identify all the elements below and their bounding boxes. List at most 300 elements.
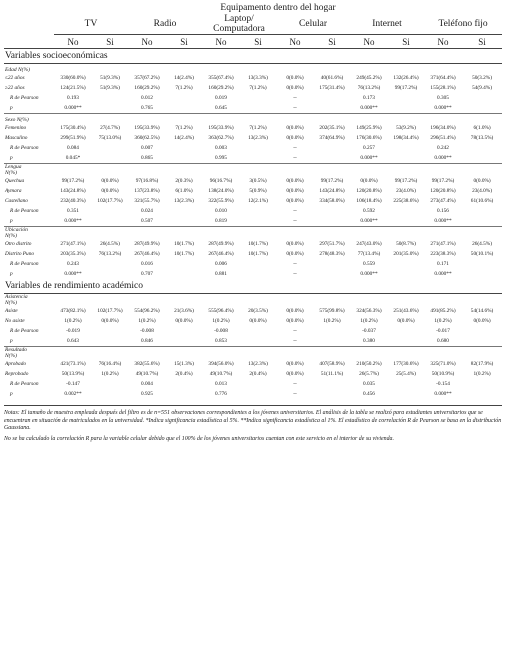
table-cell xyxy=(92,269,128,279)
subheader-no: No xyxy=(128,35,166,49)
table-cell xyxy=(314,259,350,269)
table-cell: 0(0.0%) xyxy=(286,241,304,247)
table-cell: 21(3.6%) xyxy=(174,308,194,314)
table-cell: 15(1.3%) xyxy=(174,361,194,367)
row-label: Femenino xyxy=(5,125,27,131)
table-cell: 287(49.9%) xyxy=(134,241,160,247)
table-cell xyxy=(240,379,276,389)
table-cell: 3(0.5%) xyxy=(249,178,267,184)
table-cell: 0(0.0%) xyxy=(286,135,304,141)
table-cell: 0.351 xyxy=(67,208,79,214)
statistic-row xyxy=(4,336,502,347)
table-cell: 0(0.0%) xyxy=(175,318,193,324)
table-cell: -- xyxy=(293,391,297,397)
table-cell: 0(0.0%) xyxy=(101,318,119,324)
table-cell: 25(5.4%) xyxy=(396,371,416,377)
table-cell: 232(40.3%) xyxy=(60,198,86,204)
table-cell: 50(13.9%) xyxy=(61,371,85,377)
table-cell: 0(0.0%) xyxy=(286,188,304,194)
table-cell: 155(28.1%) xyxy=(430,85,456,91)
table-cell: -- xyxy=(293,105,297,111)
table-cell: 0.643 xyxy=(67,338,79,344)
subheader-no: No xyxy=(54,35,92,49)
row-label: R de Pearson xyxy=(10,261,39,267)
table-cell xyxy=(314,93,350,103)
equipment-table xyxy=(4,2,502,399)
table-cell xyxy=(462,206,502,216)
table-notes xyxy=(4,405,502,443)
table-cell xyxy=(462,269,502,279)
table-cell xyxy=(240,103,276,114)
table-cell: 7(1.2%) xyxy=(249,85,267,91)
table-cell xyxy=(388,103,424,114)
category-tv: TV xyxy=(54,14,128,35)
table-cell: 0(0.0%) xyxy=(360,178,378,184)
row-label: R de Pearson xyxy=(10,328,39,334)
table-cell: 382(55.6%) xyxy=(134,361,160,367)
table-cell: 1(0.2%) xyxy=(473,371,491,377)
table-cell xyxy=(240,259,276,269)
table-cell: 99(17.2%) xyxy=(61,178,85,184)
table-cell xyxy=(92,259,128,269)
table-cell: 50(10.9%) xyxy=(431,371,455,377)
table-cell xyxy=(92,206,128,216)
table-cell: 99(17.2%) xyxy=(320,178,344,184)
table-cell: 99(17.2%) xyxy=(394,85,418,91)
table-cell: 0.035 xyxy=(363,381,375,387)
table-cell: 210(50.2%) xyxy=(356,361,382,367)
table-cell xyxy=(462,389,502,399)
row-label: Masculino xyxy=(5,135,28,141)
table-cell: -- xyxy=(293,381,297,387)
table-cell xyxy=(314,326,350,336)
table-cell: 0.819 xyxy=(215,218,227,224)
table-cell: 0(0.0%) xyxy=(286,198,304,204)
table-cell: 26(4.5%) xyxy=(100,241,120,247)
table-cell: 0.000** xyxy=(434,155,452,161)
table-cell: 0(0.0%) xyxy=(473,318,491,324)
table-cell xyxy=(166,326,202,336)
table-cell: 143(24.8%) xyxy=(60,188,86,194)
table-cell: 0.507 xyxy=(141,218,153,224)
table-cell: 20(3.5%) xyxy=(248,308,268,314)
table-row xyxy=(4,83,502,93)
table-cell: 6(1.0%) xyxy=(473,125,491,131)
subheader-si: Si xyxy=(314,35,350,49)
table-cell: 0.000** xyxy=(434,105,452,111)
table-cell: -0.154 xyxy=(436,381,450,387)
table-cell: -0.019 xyxy=(66,328,80,334)
table-cell: -- xyxy=(293,208,297,214)
table-cell xyxy=(92,143,128,153)
table-cell: 334(58.0%) xyxy=(319,198,345,204)
table-cell: 0.925 xyxy=(141,391,153,397)
table-row xyxy=(4,316,502,326)
table-cell xyxy=(314,143,350,153)
table-cell: -0.017 xyxy=(436,328,450,334)
table-cell: 0.000** xyxy=(434,271,452,277)
table-cell xyxy=(240,206,276,216)
table-cell: 0.456 xyxy=(363,391,375,397)
table-cell xyxy=(92,153,128,164)
row-label: R de Pearson xyxy=(10,381,39,387)
table-cell: 0.171 xyxy=(437,261,449,267)
table-cell: 50(3.2%) xyxy=(472,75,492,81)
table-cell: 120(20.8%) xyxy=(430,188,456,194)
table-cell: 7(1.2%) xyxy=(249,125,267,131)
subheader-no: No xyxy=(424,35,462,49)
variable-group-title xyxy=(4,164,502,177)
table-cell xyxy=(462,153,502,164)
table-cell: 0.000** xyxy=(434,218,452,224)
table-cell: 271(47.1%) xyxy=(430,241,456,247)
row-label: p xyxy=(10,155,13,161)
table-cell xyxy=(314,216,350,227)
row-label: Castellano xyxy=(5,198,28,204)
table-cell: 99(17.2%) xyxy=(431,178,455,184)
table-cell: 325(71.0%) xyxy=(430,361,456,367)
variable-group-title-line: Resultado xyxy=(5,347,27,353)
table-cell xyxy=(388,389,424,399)
table-cell: 0.003 xyxy=(215,145,227,151)
table-cell: 198(34.4%) xyxy=(393,135,419,141)
variable-group-title-line: Asistencia xyxy=(5,294,28,300)
table-cell: 0(0.0%) xyxy=(101,188,119,194)
table-cell: -0.037 xyxy=(362,328,376,334)
row-label: Quechua xyxy=(5,178,25,184)
table-cell: 54(9.4%) xyxy=(472,85,492,91)
table-cell xyxy=(240,269,276,279)
statistic-row xyxy=(4,326,502,336)
table-cell: 0.173 xyxy=(363,95,375,101)
table-cell: 177(30.6%) xyxy=(393,361,419,367)
table-cell: 0.004 xyxy=(141,381,153,387)
table-cell: 6(1.0%) xyxy=(175,188,193,194)
variable-group-title-row xyxy=(4,347,502,360)
variable-group-title xyxy=(4,227,502,240)
row-label: p xyxy=(10,271,13,277)
table-cell: 102(17.7%) xyxy=(97,308,123,314)
table-cell: 40(61.6%) xyxy=(320,75,344,81)
variable-group-title xyxy=(4,294,502,307)
table-cell: 2(0.3%) xyxy=(175,178,193,184)
section-title: Variables de rendimiento académico xyxy=(4,279,502,294)
table-cell: 13(2.3%) xyxy=(248,361,268,367)
table-cell xyxy=(388,259,424,269)
table-cell xyxy=(462,103,502,114)
row-label: p xyxy=(10,391,13,397)
table-cell: 355(67.4%) xyxy=(208,75,234,81)
table-cell: 201(35.0%) xyxy=(393,251,419,257)
category-laptop: Laptop/ Computadora xyxy=(202,14,276,35)
statistic-row xyxy=(4,153,502,164)
variable-group-title-line: N(%) xyxy=(5,233,17,239)
table-cell: 322(55.9%) xyxy=(208,198,234,204)
table-cell: 0.007 xyxy=(141,145,153,151)
table-cell xyxy=(240,143,276,153)
table-cell: 137(23.8%) xyxy=(134,188,160,194)
section-header xyxy=(4,279,502,294)
row-label: Distrito Puno xyxy=(5,251,34,257)
variable-group-title-line: N(%) xyxy=(5,300,17,306)
table-cell xyxy=(240,389,276,399)
table-cell: 7(1.2%) xyxy=(175,125,193,131)
table-cell: 175(31.4%) xyxy=(319,85,345,91)
table-cell: 0.045* xyxy=(65,155,81,161)
table-cell xyxy=(314,206,350,216)
header-spacer xyxy=(4,2,54,14)
table-cell: 132(26.4%) xyxy=(393,75,419,81)
table-cell: 0.000** xyxy=(360,105,378,111)
table-cell: 223(38.3%) xyxy=(430,251,456,257)
table-cell: 50(10.1%) xyxy=(470,251,494,257)
table-cell: 267(46.4%) xyxy=(134,251,160,257)
variable-group-title-row xyxy=(4,294,502,307)
table-cell: 202(35.1%) xyxy=(319,125,345,131)
table-row xyxy=(4,239,502,249)
document-page xyxy=(4,0,502,443)
statistic-row xyxy=(4,379,502,389)
table-cell: 0.559 xyxy=(363,261,375,267)
table-cell: 23(4.0%) xyxy=(396,188,416,194)
row-label: Asiste xyxy=(5,308,18,314)
table-cell: 76(13.2%) xyxy=(98,251,122,257)
statistic-row xyxy=(4,103,502,114)
table-cell: 330(60.0%) xyxy=(60,75,86,81)
row-label: Otro distrito xyxy=(5,241,32,247)
table-cell xyxy=(388,143,424,153)
table-cell: 0.776 xyxy=(215,391,227,397)
table-cell xyxy=(166,206,202,216)
table-cell: 0.707 xyxy=(141,271,153,277)
table-cell: 0.242 xyxy=(437,145,449,151)
table-cell: 0.865 xyxy=(141,155,153,161)
table-row xyxy=(4,133,502,143)
variable-group-title xyxy=(4,64,502,74)
table-cell xyxy=(166,153,202,164)
table-cell: 143(24.8%) xyxy=(319,188,345,194)
subheader-no: No xyxy=(202,35,240,49)
table-cell: 175(30.4%) xyxy=(60,125,86,131)
table-cell xyxy=(240,326,276,336)
table-cell: 0(0.0%) xyxy=(286,251,304,257)
variable-group-title-row xyxy=(4,164,502,177)
table-cell: 51(9.3%) xyxy=(100,75,120,81)
table-cell: 0.019 xyxy=(215,95,227,101)
table-cell: -0.008 xyxy=(140,328,154,334)
variable-group-title-row xyxy=(4,64,502,74)
table-cell: 77(13.4%) xyxy=(357,251,381,257)
table-cell xyxy=(462,93,502,103)
table-cell: 0.995 xyxy=(215,155,227,161)
table-cell: 0(0.0%) xyxy=(473,178,491,184)
table-cell: 50(8.7%) xyxy=(396,241,416,247)
subheader-si: Si xyxy=(240,35,276,49)
table-cell: 97(16.8%) xyxy=(135,178,159,184)
statistic-row xyxy=(4,93,502,103)
group-title: Equipamento dentro del hogar xyxy=(220,3,336,13)
notes-paragraph: No se ha calculado la correlación R para la variable celular debido que el 100% de los jóvenes universitarios cuentan con este servicio en el interior de su vivienda. xyxy=(4,435,394,442)
variable-group-title-line: Sexo N(%) xyxy=(5,117,29,123)
table-cell xyxy=(92,93,128,103)
variable-group-title-row xyxy=(4,114,502,124)
table-cell xyxy=(388,153,424,164)
subheader-no: No xyxy=(276,35,314,49)
table-cell: 76(13.2%) xyxy=(357,85,381,91)
table-cell: 203(35.3%) xyxy=(60,251,86,257)
table-cell: 120(20.8%) xyxy=(356,188,382,194)
statistic-row xyxy=(4,143,502,153)
table-cell xyxy=(462,216,502,227)
table-cell: 0.084 xyxy=(67,145,79,151)
table-cell: 0(0.0%) xyxy=(286,125,304,131)
table-row xyxy=(4,369,502,379)
table-row xyxy=(4,123,502,133)
table-cell: 5(0.9%) xyxy=(249,188,267,194)
row-label: No asiste xyxy=(5,318,25,324)
table-cell: 324(56.3%) xyxy=(356,308,382,314)
table-cell: 102(17.7%) xyxy=(97,198,123,204)
table-cell: 49(10.7%) xyxy=(135,371,159,377)
table-cell: 473(82.1%) xyxy=(60,308,86,314)
table-cell: 27(4.7%) xyxy=(100,125,120,131)
table-cell: 0.000** xyxy=(360,218,378,224)
table-cell xyxy=(166,93,202,103)
table-cell: 0.645 xyxy=(215,105,227,111)
table-cell xyxy=(92,326,128,336)
table-cell: 225(38.6%) xyxy=(393,198,419,204)
variable-group-title-line: N(%) xyxy=(5,353,17,359)
table-cell: 0.000** xyxy=(360,155,378,161)
table-cell: 13(2.3%) xyxy=(174,198,194,204)
table-cell: 10(1.7%) xyxy=(248,251,268,257)
table-cell: 26(5.7%) xyxy=(359,371,379,377)
table-cell: 575(99.8%) xyxy=(319,308,345,314)
table-cell xyxy=(388,336,424,347)
table-cell xyxy=(462,336,502,347)
table-cell: 61(10.6%) xyxy=(470,198,494,204)
table-cell: 554(96.2%) xyxy=(134,308,160,314)
table-cell: 0.193 xyxy=(67,95,79,101)
table-cell: 1(0.2%) xyxy=(138,318,156,324)
table-cell: 0.156 xyxy=(437,208,449,214)
row-label: R de Pearson xyxy=(10,145,39,151)
table-body xyxy=(4,2,502,399)
table-cell: 407(58.9%) xyxy=(319,361,345,367)
table-cell xyxy=(92,103,128,114)
table-cell xyxy=(314,336,350,347)
row-label: ≤22 años xyxy=(5,75,25,81)
table-cell xyxy=(314,389,350,399)
variable-group-title-line: Edad N(%) xyxy=(5,67,30,73)
table-cell xyxy=(388,206,424,216)
table-cell xyxy=(314,269,350,279)
table-cell: 1(0.2%) xyxy=(434,318,452,324)
table-cell: 160(29.2%) xyxy=(134,85,160,91)
table-cell: 0.680 xyxy=(437,338,449,344)
notes-paragraph: Notas: El tamaño de muestra empleada después del filtro es de n=551 observaciones correspondientes a los jóvenes universitarios. El análisis de la tabla se realizó para estudiantes universitarios que se encuentran en situación de matriculados en la universidad. *Indica significancia estadística al 5%. **Indica significancia estadística al 1%. El estadístico de correlación R de Pearson se basa en la distribución Gaussiana. xyxy=(4,410,502,432)
table-cell xyxy=(92,216,128,227)
table-cell: 14(2.4%) xyxy=(174,135,194,141)
subheader-row xyxy=(4,35,502,49)
table-cell xyxy=(388,269,424,279)
header-spacer xyxy=(4,14,54,35)
table-cell: 278(48.3%) xyxy=(319,251,345,257)
row-label: Reprobado xyxy=(5,371,29,377)
table-cell xyxy=(240,216,276,227)
table-cell xyxy=(240,93,276,103)
table-cell: 26(4.5%) xyxy=(472,241,492,247)
subheader-si: Si xyxy=(166,35,202,49)
table-cell: 0.012 xyxy=(141,95,153,101)
table-cell xyxy=(388,326,424,336)
table-cell: 249(45.2%) xyxy=(356,75,382,81)
table-cell xyxy=(240,153,276,164)
table-cell: 0(0.0%) xyxy=(286,85,304,91)
category-telefono-fijo: Teléfono fijo xyxy=(424,14,502,35)
table-cell xyxy=(166,143,202,153)
table-cell: 0.000** xyxy=(434,391,452,397)
table-cell: 1(0.2%) xyxy=(101,371,119,377)
table-cell: 78(13.5%) xyxy=(470,135,494,141)
statistic-row xyxy=(4,216,502,227)
table-row xyxy=(4,186,502,196)
table-cell: 10(1.7%) xyxy=(248,241,268,247)
table-cell: -- xyxy=(293,261,297,267)
table-cell: -- xyxy=(293,95,297,101)
table-cell: 2(0.4%) xyxy=(175,371,193,377)
table-cell: 555(96.4%) xyxy=(208,308,234,314)
category-radio: Radio xyxy=(128,14,202,35)
section-header xyxy=(4,49,502,64)
table-cell xyxy=(388,93,424,103)
table-cell xyxy=(166,336,202,347)
table-cell: 299(51.9%) xyxy=(60,135,86,141)
table-cell: 0(0.0%) xyxy=(249,318,267,324)
table-cell: 371(64.4%) xyxy=(430,75,456,81)
table-cell: 82(17.9%) xyxy=(470,361,494,367)
table-cell: 297(51.7%) xyxy=(319,241,345,247)
table-cell: -- xyxy=(293,155,297,161)
table-cell: 54(14.6%) xyxy=(470,308,494,314)
variable-group-title-line: Ubicación xyxy=(5,227,28,233)
table-cell: 149(25.9%) xyxy=(356,125,382,131)
table-cell: 23(4.0%) xyxy=(472,188,492,194)
table-cell: 0.257 xyxy=(363,145,375,151)
table-cell xyxy=(388,216,424,227)
table-row xyxy=(4,306,502,316)
category-internet: Internet xyxy=(350,14,424,35)
table-cell: 7(1.2%) xyxy=(175,85,193,91)
table-cell: 0(0.0%) xyxy=(286,75,304,81)
table-row xyxy=(4,73,502,83)
table-cell xyxy=(92,336,128,347)
table-cell: 0(0.0%) xyxy=(286,361,304,367)
table-cell: 0.853 xyxy=(215,338,227,344)
table-cell xyxy=(314,379,350,389)
table-cell: 13(3.3%) xyxy=(248,75,268,81)
table-cell: 75(13.0%) xyxy=(98,135,122,141)
table-cell: 0.000** xyxy=(64,271,82,277)
table-cell: 0.016 xyxy=(141,261,153,267)
table-cell: 0.000** xyxy=(64,218,82,224)
row-label: p xyxy=(10,338,13,344)
table-cell: 195(33.9%) xyxy=(134,125,160,131)
table-cell: 106(18.4%) xyxy=(356,198,382,204)
table-cell: 0(0.0%) xyxy=(101,178,119,184)
row-label: p xyxy=(10,218,13,224)
table-cell: 0.000** xyxy=(360,271,378,277)
